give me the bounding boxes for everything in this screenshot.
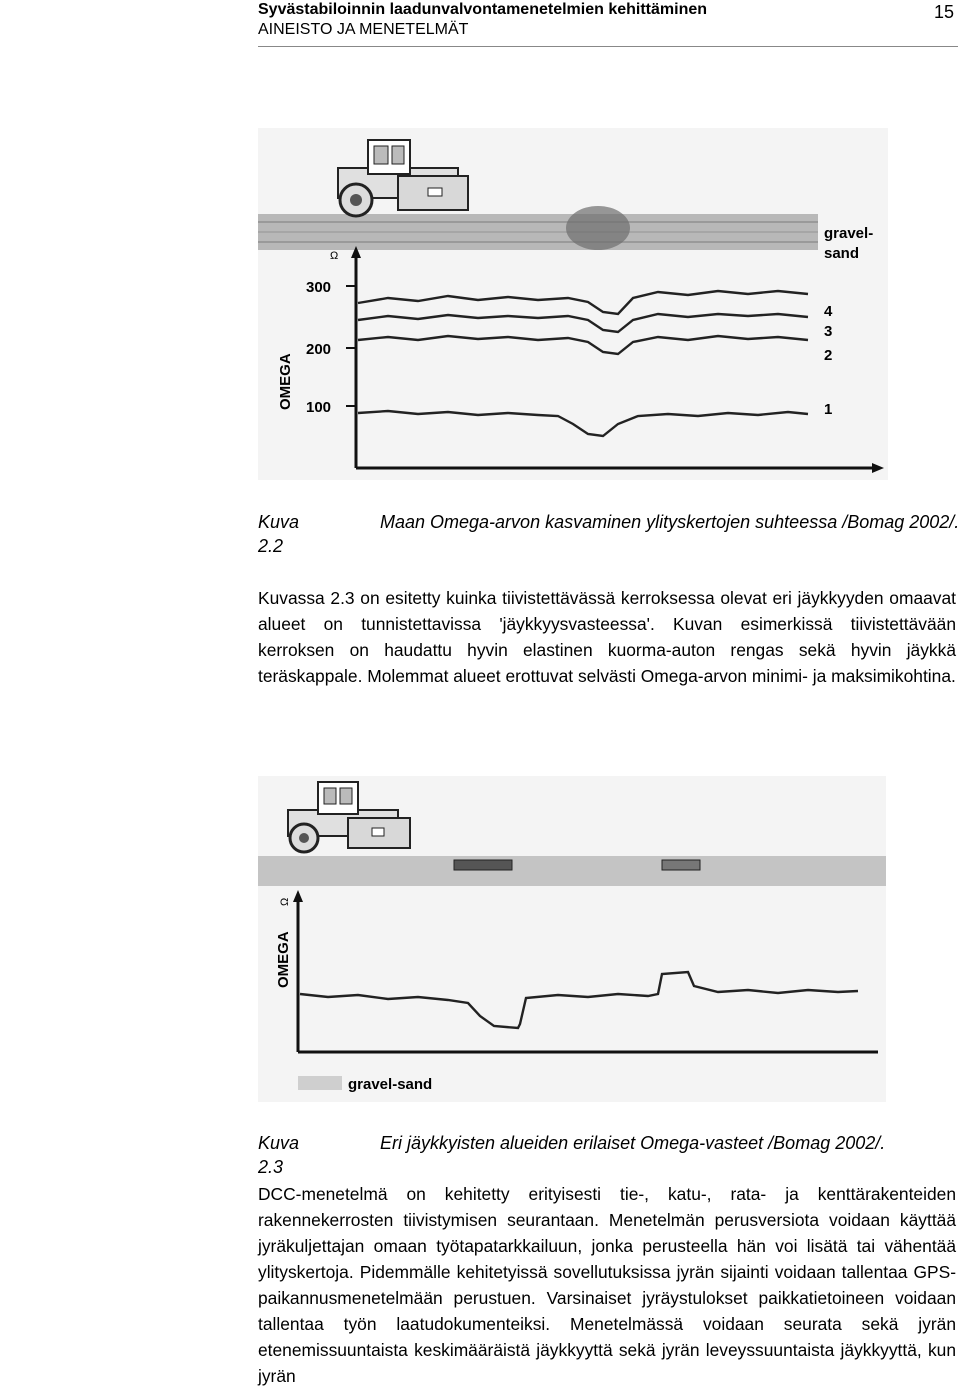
curve-pass-4 [358,291,808,314]
caption-number: Kuva 2.3 [258,1133,300,1177]
tick-200: 200 [306,341,332,358]
curve-pass-3 [358,314,808,332]
omega-symbol: Ω [279,897,291,906]
omega-response-curve [300,972,858,1028]
caption-number: Kuva 2.2 [258,512,300,556]
layer-label-line2: sand [824,245,860,262]
curve-label-2: 2 [824,347,833,364]
legend-label: gravel-sand [348,1076,433,1093]
page-number: 15 [933,2,954,22]
buried-steel-block [662,860,700,870]
document-title: Syvästabiloinnin laadunvalvontamenetelmien kehittäminen [258,1,708,18]
tick-100: 100 [306,399,332,416]
omega-symbol: Ω [330,250,339,262]
y-axis-label: OMEGA [275,931,292,988]
gravel-sand-layer [258,856,886,886]
curve-label-4: 4 [824,303,833,320]
figure-omega-passes-graphic [258,128,888,480]
running-header [258,0,707,40]
tick-300: 300 [306,279,332,296]
figure-stiffness-response [258,776,886,1102]
section-title: AINEISTO JA MENETELMÄT [258,21,469,38]
y-axis-label: OMEGA [277,353,294,410]
buried-tyre [454,860,512,870]
buried-object-shadow [566,206,630,250]
curve-label-1: 1 [824,401,833,418]
caption-text: Eri jäykkyisten alueiden erilaiset Omega-vasteet /Bomag 2002/. [380,1133,886,1153]
figure-omega-passes [258,128,888,480]
roller-compactor-icon [288,782,410,852]
caption-text: Maan Omega-arvon kasvaminen ylityskertojen suhteessa /Bomag 2002/. [380,512,960,532]
figure-stiffness-response-graphic [258,776,886,1102]
body-paragraph-2: DCC-menetelmä on kehitetty erityisesti tie-, katu-, rata- ja kenttärakenteiden rakennekerrosten tiivistymisen seurantaan. Menetelmän perusversiota voidaan käyttää jyräkuljettajan omaan työtapatarkkailuun, jonka perusteella hän voi lisätä tai vähentää ylityskertoja. Pidemmälle kehitetyissä sovellutuksissa jyrän sijainti voidaan tallentaa GPS-paikannusmenetelmään perustuen. Varsinaiset jyräystulokset paikkatietoineen voidaan tallentaa työn laatudokumenteiksi. Menetelmässä voidaan seurata sekä jyrän etenemissuuntaista keskimääräistä jäykkyyttä sekä jyrän leveyssuuntaista jäykkyyttä, kun jyrän [258,1184,956,1386]
curve-label-3: 3 [824,323,833,340]
legend-swatch [298,1076,342,1090]
curve-pass-2 [358,336,808,354]
roller-compactor-icon [338,140,468,216]
layer-label-line1: gravel- [824,225,874,242]
body-paragraph-1: Kuvassa 2.3 on esitetty kuinka tiivistettävässä kerroksessa olevat eri jäykkyyden omaavat alueet on tunnistettavissa 'jäykkyysvasteessa'. Kuvan esimerkissä tiivistettävään kerroksen on haudattu hyvin elastinen kuorma-auton rengas sekä hyvin jäykkä teräskappale. Molemmat alueet erottuvat selvästi Omega-arvon minimi- ja maksimikohtina. [258,588,956,686]
curve-pass-1 [358,411,808,436]
header-rule [258,46,958,47]
